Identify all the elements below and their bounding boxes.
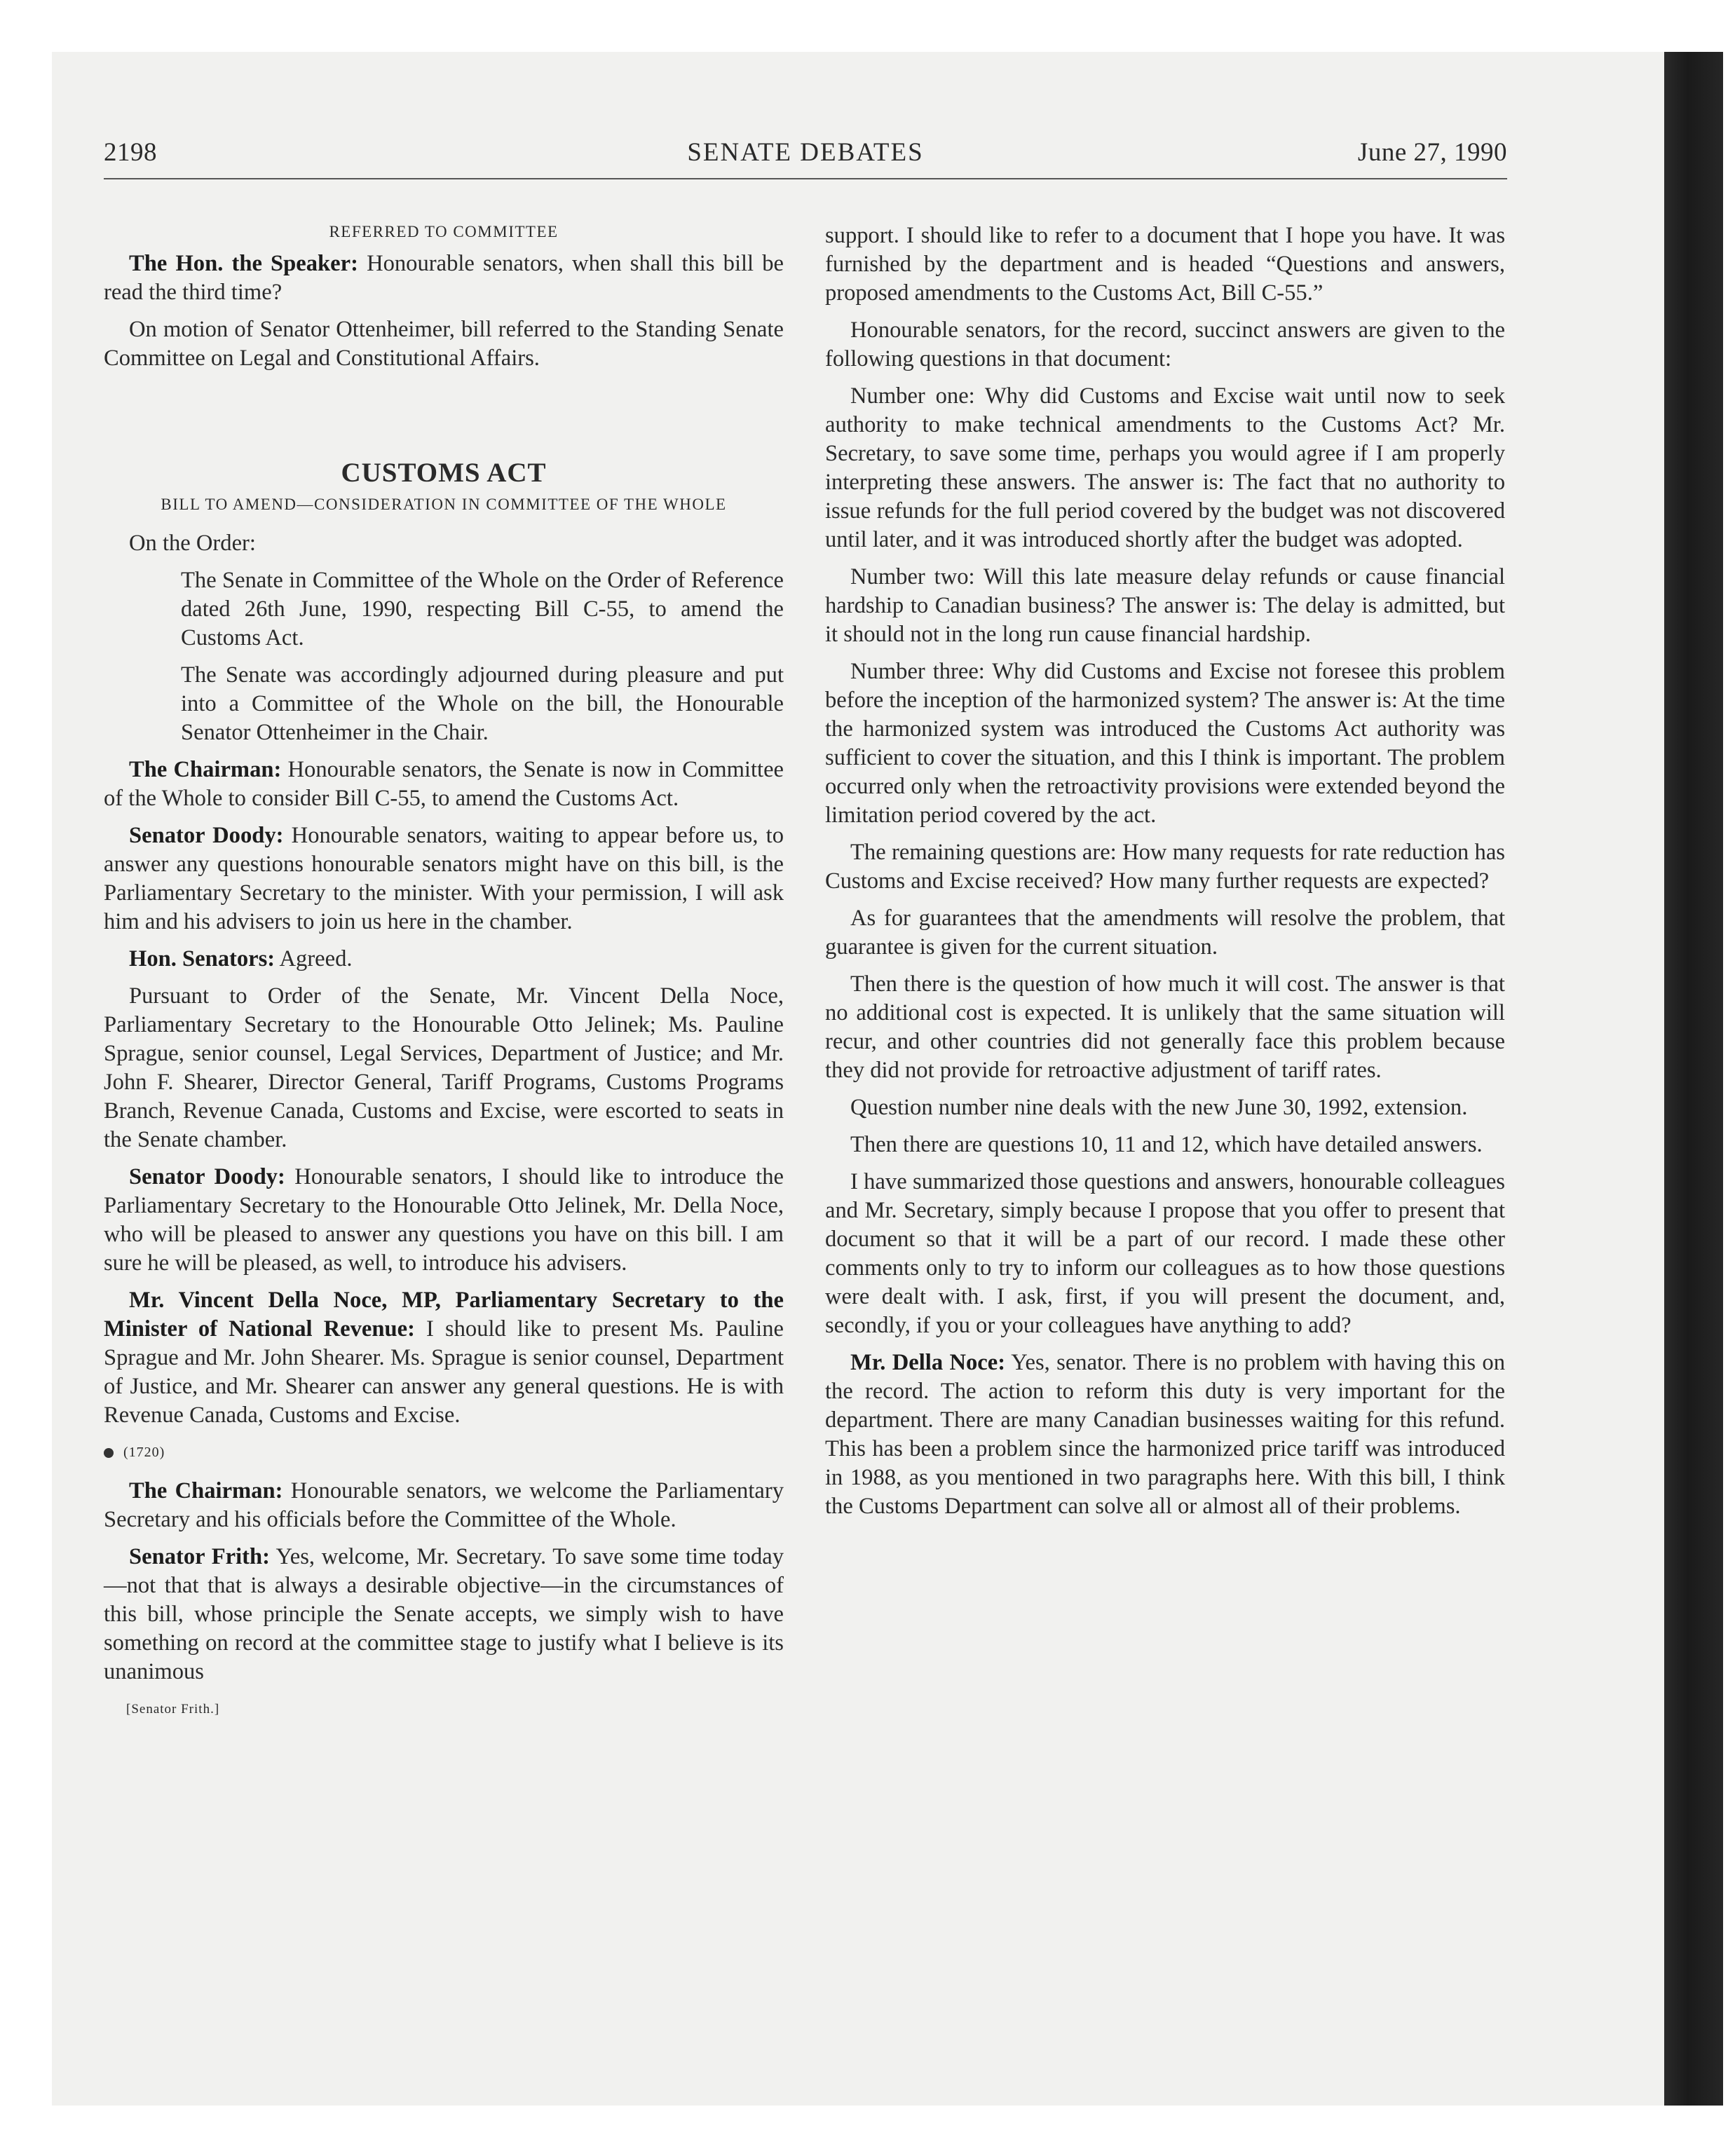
speaker-name: Mr. Della Noce: <box>850 1350 1006 1375</box>
time-marker <box>104 1438 784 1467</box>
paragraph-frith-1 <box>104 1543 784 1686</box>
time-stamp: (1720) <box>123 1445 165 1460</box>
speech-text: Yes, senator. There is no problem with having this on the record. The action to reform this duty is very important for the department. There are many Canadian businesses waiting for this refund. This has been a problem since the harmonized price tariff was introduced in 1988, as you mentioned in two paragraphs here. With this bill, I think the Customs Department can solve all or almost all of their problems. <box>825 1350 1505 1519</box>
speaker-name: Hon. Senators: <box>129 946 275 971</box>
referred-heading: REFERRED TO COMMITTEE <box>329 223 559 240</box>
order-text-1: The Senate in Committee of the Whole on the Order of Reference dated 26th June, 1990, respecting Bill C-55, to amend the Customs Act. <box>181 568 784 650</box>
paragraph-support: support. I should like to refer to a document that I hope you have. It was furnished by the department and is headed “Questions and answers, proposed amendments to the Customs Act, Bill C-55.” <box>825 223 1505 306</box>
speech-text: Agreed. <box>275 946 353 971</box>
bullet-dot-icon <box>104 1448 114 1458</box>
section-title: CUSTOMS ACT <box>341 458 547 488</box>
speaker-name: Senator Frith: <box>129 1544 270 1569</box>
speech-text: Honourable senators, when shall this bill be read the third time? <box>104 251 784 305</box>
right-column <box>825 221 1505 1529</box>
paragraph-question-nine: Question number nine deals with the new June 30, 1992, extension. <box>850 1095 1468 1120</box>
paragraph-della-noce-2 <box>825 1349 1505 1521</box>
speech-text: Yes, welcome, Mr. Secretary. To save some time today—not that that is always a desirable objective—in the circumstances of this bill, whose principle the Senate accepts, we simply wish to have something on record at the committee stage to justify what I believe is its unanimous <box>104 1544 784 1684</box>
page-number: 2198 <box>104 138 157 167</box>
page-header <box>104 137 1507 179</box>
paragraph-motion: On motion of Senator Ottenheimer, bill referred to the Standing Senate Committee on Legal and Constitutional Affairs. <box>104 317 784 371</box>
paragraph-della-noce-1 <box>104 1286 784 1430</box>
paragraph-senators <box>104 945 784 974</box>
paragraph-doody-2 <box>104 1163 784 1278</box>
speech-text: Honourable senators, we welcome the Parliamentary Secretary and his officials before the Committee of the Whole. <box>104 1478 784 1532</box>
paragraph-questions-10-12: Then there are questions 10, 11 and 12, which have detailed answers. <box>850 1132 1483 1157</box>
paragraph-record: Honourable senators, for the record, succinct answers are given to the following questions in that document: <box>825 318 1505 371</box>
paragraph-pursuant: Pursuant to Order of the Senate, Mr. Vincent Della Noce, Parliamentary Secretary to the Honourable Otto Jelinek; Ms. Pauline Sprague, senior counsel, Legal Services, Department of Justice; and Mr. John F. Shearer, Director General, Tariff Programs, Customs Programs Branch, Revenue Canada, Customs and Excise, were escorted to seats in the Senate chamber. <box>104 983 784 1152</box>
publication-date: June 27, 1990 <box>1357 138 1507 167</box>
paragraph-number-three: Number three: Why did Customs and Excise not foresee this problem before the inception of the harmonized system? The answer is: At the time the harmonized system was introduced the Customs Act authority was sufficient to cover the situation, and this I think is important. The problem occurred only when the retroactivity provisions were extended beyond the limitation period covered by the act. <box>825 659 1505 828</box>
speaker-name: The Chairman: <box>129 757 282 782</box>
scan-edge-strip <box>1664 52 1723 2106</box>
left-column <box>104 221 784 1724</box>
section-subtitle: BILL TO AMEND—CONSIDERATION IN COMMITTEE OF THE WHOLE <box>161 496 727 513</box>
paragraph-speaker-1 <box>104 250 784 307</box>
paragraph-guarantees: As for guarantees that the amendments will resolve the problem, that guarantee is given for the current situation. <box>825 906 1505 960</box>
paragraph-number-two: Number two: Will this late measure delay refunds or cause financial hardship to Canadian business? The answer is: The delay is admitted, but it should not in the long run cause financial hardship. <box>825 564 1505 647</box>
on-the-order: On the Order: <box>129 531 256 556</box>
paragraph-number-one: Number one: Why did Customs and Excise wait until now to seek authority to make technical amendments to the Customs Act? Mr. Secretary, to save some time, perhaps you would agree if I am properly interpreting these answers. The answer is: The fact that no authority to issue refunds for the full period covered by the budget was not discovered until later, and it was introduced shortly after the budget was adopted. <box>825 383 1505 552</box>
speaker-name: The Chairman: <box>129 1478 283 1503</box>
speaker-name: The Hon. the Speaker: <box>129 251 358 276</box>
speech-text: I should like to present Ms. Pauline Sprague and Mr. John Shearer. Ms. Sprague is senior counsel, Department of Justice, and Mr. Shearer can answer any general questions. He is with Revenue Canada, Customs and Excise. <box>104 1316 784 1428</box>
speech-text: Honourable senators, I should like to introduce the Parliamentary Secretary to the Honourable Otto Jelinek, Mr. Della Noce, who will be pleased to answer any questions you have on this bill. I am sure he will be pleased, as well, to introduce his advisers. <box>104 1164 784 1276</box>
speaker-name: Senator Doody: <box>129 823 284 848</box>
paragraph-remaining: The remaining questions are: How many requests for rate reduction has Customs and Excise received? How many further requests are expected? <box>825 840 1505 894</box>
publication-title: SENATE DEBATES <box>687 138 924 167</box>
paragraph-doody-1 <box>104 821 784 936</box>
speech-text: Honourable senators, waiting to appear before us, to answer any questions honourable senators might have on this bill, is the Parliamentary Secretary to the minister. With your permission, I will ask him and his advisers to join us here in the chamber. <box>104 823 784 934</box>
paragraph-summary: I have summarized those questions and answers, honourable colleagues and Mr. Secretary, simply because I propose that you offer to present that document so that it will be a part of our record. I made these other comments only to try to inform our colleagues as to how those questions were dealt with. I ask, first, if you will present the document, and, secondly, if you or your colleagues have anything to add? <box>825 1169 1505 1338</box>
speaker-name: Mr. Vincent Della Noce, MP, Parliamentary Secretary to the Minister of National Revenue: <box>104 1288 784 1342</box>
order-text-2: The Senate was accordingly adjourned during pleasure and put into a Committee of the Whole on the bill, the Honourable Senator Ottenheimer in the Chair. <box>181 662 784 745</box>
paragraph-cost: Then there is the question of how much it will cost. The answer is that no additional cost is expected. It is unlikely that the same situation will recur, and other countries did not generally face this problem because they did not provide for retroactive adjustment of tariff rates. <box>825 971 1505 1083</box>
paragraph-chairman-2 <box>104 1477 784 1534</box>
speaker-name: Senator Doody: <box>129 1164 285 1189</box>
speaker-footer-note: [Senator Frith.] <box>126 1702 220 1717</box>
paragraph-chairman-1 <box>104 756 784 813</box>
speech-text: Honourable senators, the Senate is now in Committee of the Whole to consider Bill C-55, to amend the Customs Act. <box>104 757 784 811</box>
